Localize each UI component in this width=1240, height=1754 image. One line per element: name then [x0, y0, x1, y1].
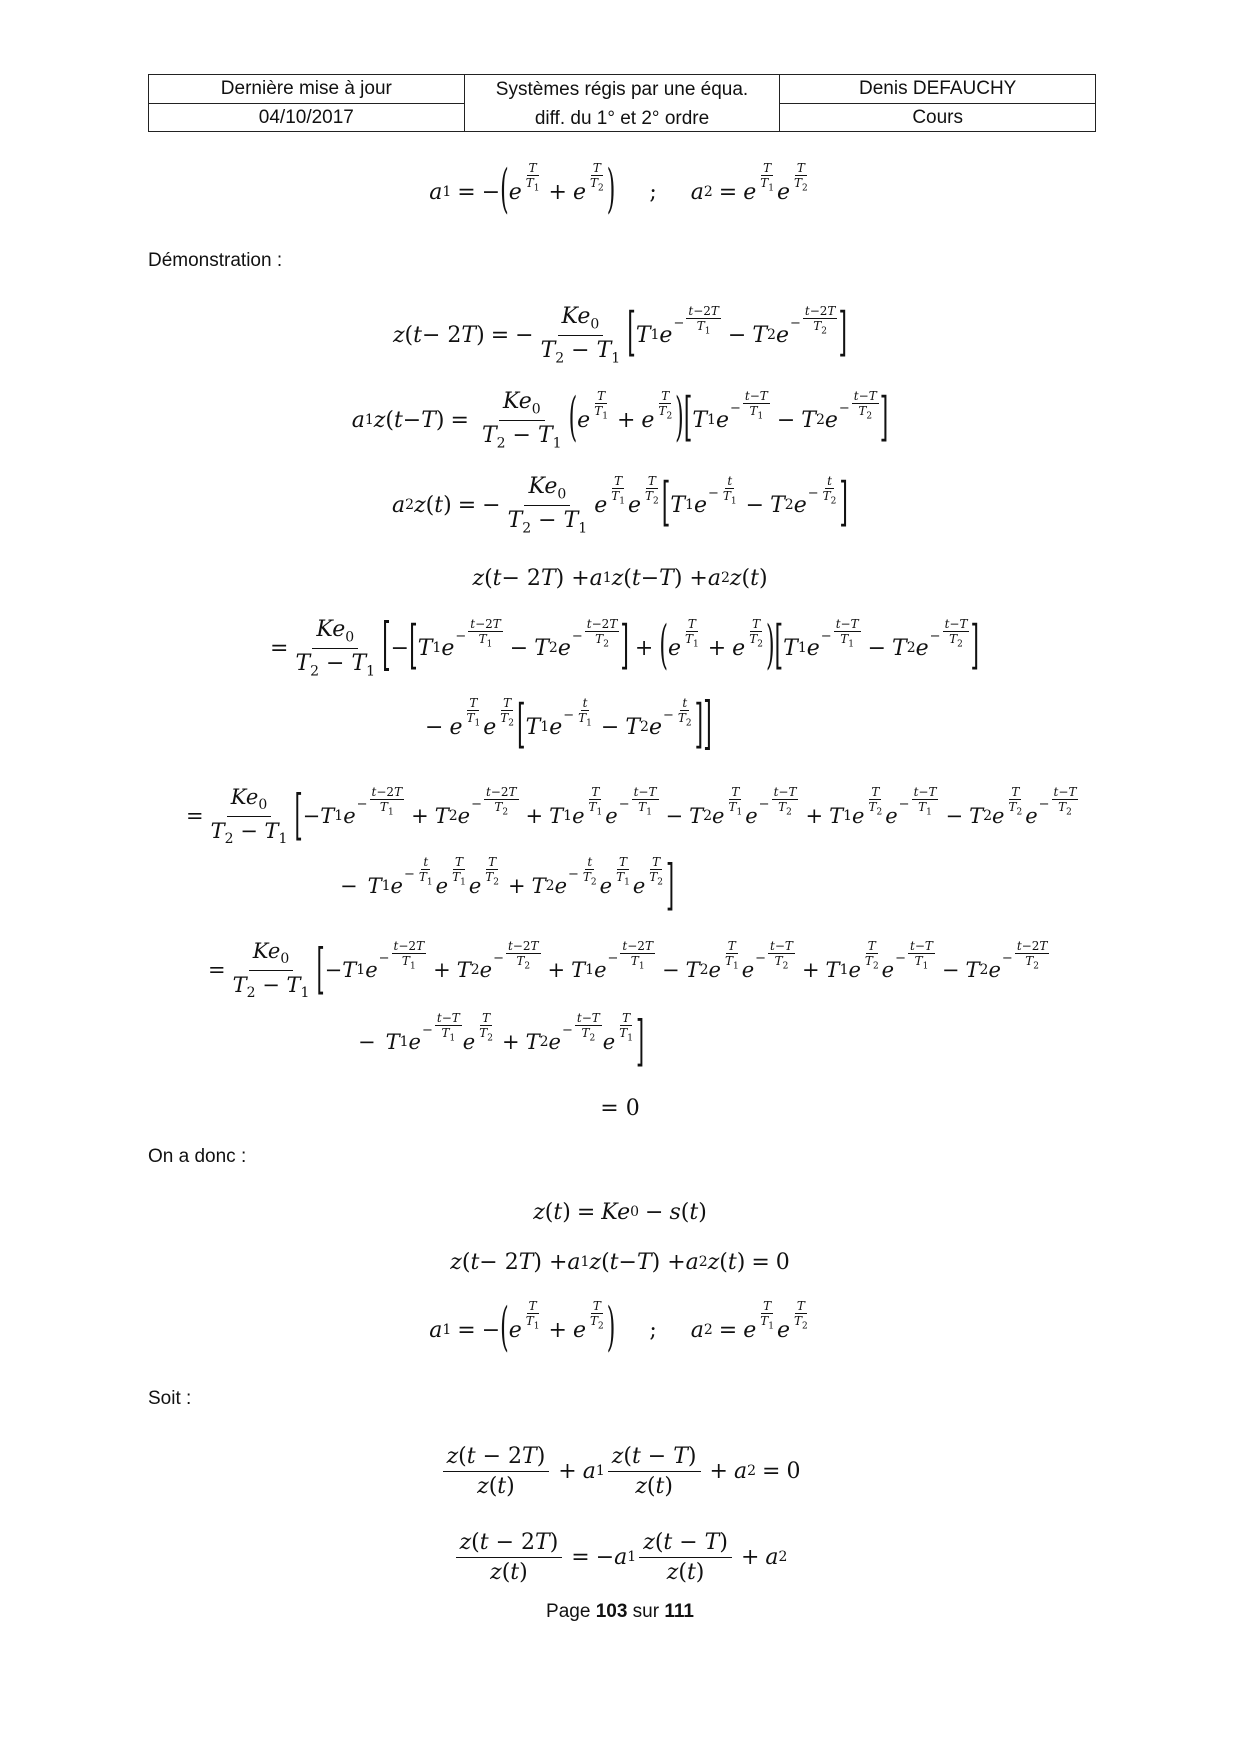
author-name: Denis DEFAUCHY	[780, 75, 1095, 104]
page-separator: sur	[632, 1601, 660, 1622]
header-middle	[465, 75, 781, 131]
equation-expand1-line1: = $\frac{Ke_0}{T_2 - T_1}$ [ − [ T 1 e − $\frac{t-2T}{T_1}$ − T 2 e − $\frac{t-2T}{T_2}$ ] + ( e T $T_1$ + e T $T_2$ ) [ T 1 e − $\frac{t-T}{T_1}$ − T 2 e − $\frac{t-T}{T_2}$ ]	[270, 614, 980, 680]
equation-expand2-line2: − T 1 e − $\frac{t}{T_1}$ e T $T_1$ e T $T_2$ + T 2 e − $\frac{t}{T_2}$ e T $T_1$ e T $T_2$ ]	[340, 853, 675, 916]
equation-expand2-line1: = $\frac{Ke_0}{T_2 - T_1}$ [ − T 1 e − $\frac{t-2T}{T_1}$ + T 2 e − $\frac{t-2T}{T_2}$ + T 1 e T $T_1$ e − $\frac{t-T}{T_1}$ − T 2 e T $T_1$ e − $\frac{t-T}{T_2}$ + T 1 e T $T_2$ e − $\frac{t-T}{T_1}$ − T 2 e T $T_2$ e − $\frac{t-T}{T_2}$	[186, 783, 1077, 847]
page-total: 111	[664, 1601, 694, 1622]
doc-title-line2: diff. du 1° et 2° ordre	[534, 108, 710, 129]
header-right	[780, 75, 1095, 131]
header-table	[148, 74, 1096, 132]
equation-a2-z-t: a 2 z ( t ) = − $\frac{Ke_0}{T_2 - T_1}$ e T $T_1$ e T $T_2$ [ T 1 e − $\frac{t}{T_1}$ − T 2 e − $\frac{t}{T_2}$ ]	[392, 473, 848, 536]
demonstration-label: Démonstration :	[148, 250, 283, 271]
equation-a1-a2-bottom: a 1 = − ( e T $T_1$ + e T $T_2$ ) ; a 2 = e T $T_1$ e T $T_2$	[429, 1298, 808, 1359]
last-update-label: Dernière mise à jour	[149, 75, 464, 104]
equation-recurrence: z ( t − 2 T ) + a 1 z ( t − T ) + a 2 z ( t ) = 0	[450, 1249, 790, 1275]
equation-expand1-line2: − e T $T_1$ e T $T_2$ [ T 1 e − $\frac{t}{T_1}$ − T 2 e − $\frac{t}{T_2}$ ] ]	[425, 693, 712, 759]
page-number: 103	[595, 1601, 628, 1622]
equation-expand3-line1: = $\frac{Ke_0}{T_2 - T_1}$ [ − T 1 e − $\frac{t-2T}{T_1}$ + T 2 e − $\frac{t-2T}{T_2}$ + T 1 e − $\frac{t-2T}{T_1}$ − T 2 e T $T_1$ e − $\frac{t-T}{T_2}$ + T 1 e T $T_2$ e − $\frac{t-T}{T_1}$ − T 2 e − $\frac{t-2T}{T_2}$	[208, 937, 1048, 1001]
update-date: 04/10/2017	[258, 106, 354, 128]
equation-ratio2: $\frac{z(t - 2T)}{z(t)}$ = − a 1 $\frac{z(t - T)}{z(t)}$ + a 2	[0, 1522, 1240, 1592]
equation-z-t-2T: z ( t − 2 T ) = − $\frac{Ke_0}{T_2 - T_1}$ [ T 1 e − $\frac{t-2T}{T_1}$ − T 2 e − $\frac{t-2T}{T_2}$ ]	[392, 303, 848, 366]
equation-a1-z-t-T: a 1 z ( t − T ) = $\frac{Ke_0}{T_2 - T_1}$ ( e T $T_1$ + e T $T_2$ ) [ T 1 e − $\frac{t-T}{T_1}$ − T 2 e − $\frac{t-T}{T_2}$ ]	[351, 388, 889, 451]
equation-equals-zero: = 0	[600, 1095, 640, 1121]
doc-title-line1: Systèmes régis par une équa.	[495, 79, 749, 100]
doc-type: Cours	[912, 106, 964, 128]
page-prefix: Page	[546, 1601, 591, 1622]
header-left	[149, 75, 465, 131]
soit-label: Soit :	[148, 1388, 192, 1409]
equation-z-def: z ( t ) = Ke 0 − s ( t )	[533, 1199, 707, 1225]
on-a-donc-label: On a donc :	[148, 1146, 247, 1167]
equation-expand3-line2: − T 1 e − $\frac{t-T}{T_1}$ e T $T_2$ + T 2 e − $\frac{t-T}{T_2}$ e T $T_1$ ]	[358, 1009, 645, 1072]
equation-a1-a2-top: a 1 = − ( e T $T_1$ + e T $T_2$ ) ; a 2 = e T $T_1$ e T $T_2$	[429, 160, 808, 221]
page-footer	[0, 1601, 1240, 1623]
equation-ratio1: $\frac{z(t - 2T)}{z(t)}$ + a 1 $\frac{z(t - T)}{z(t)}$ + a 2 = 0	[0, 1436, 1240, 1506]
equation-sum: z ( t − 2 T ) + a 1 z ( t − T ) + a 2 z ( t )	[472, 565, 768, 591]
